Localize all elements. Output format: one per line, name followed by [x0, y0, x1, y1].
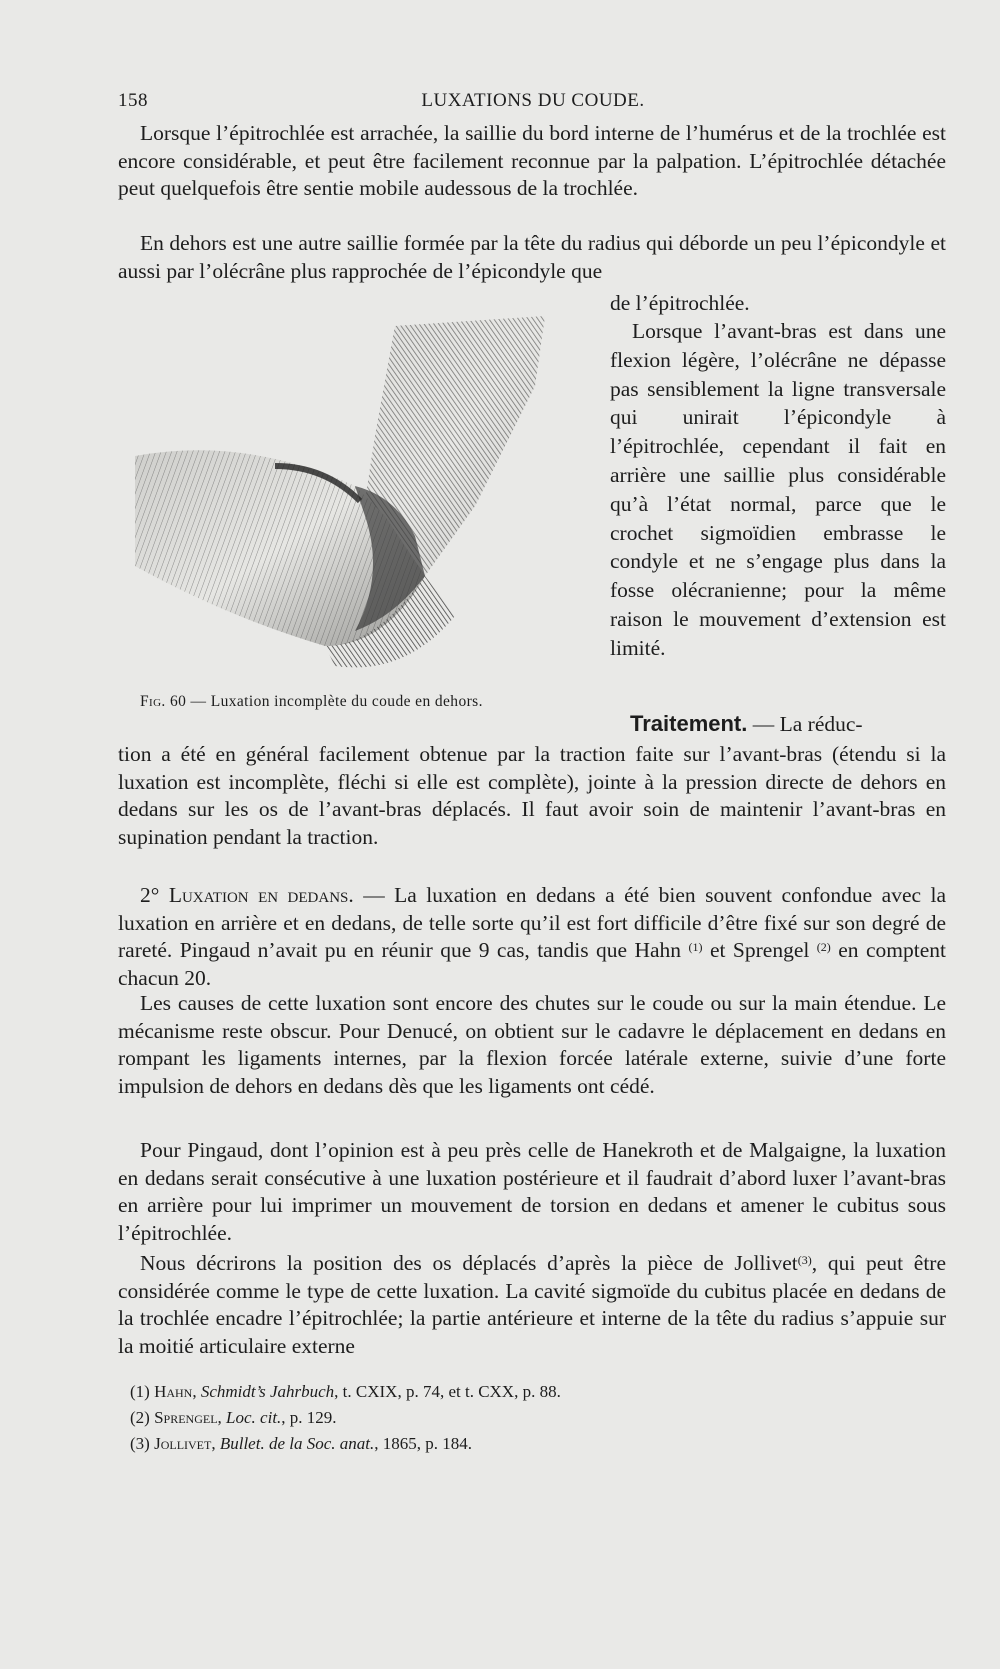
footnote-work: Schmidt’s Jahrbuch [200, 1382, 335, 1401]
figure-caption [140, 693, 610, 711]
paragraph-text: — La luxation en dedans a été bien souvent confondue avec la luxation en arrière et en dedans, de telle sorte qu’il est fort difficile d’être fixé sur son degré de rareté. Pingaud n’avait pu en réunir que 9 cas, tandis que Hahn [118, 883, 947, 963]
paragraph-flexion: Lorsque l’avant-bras est dans une flexion légère, l’olécrâne ne dépasse pas sensiblement la ligne transversale qui unirait l’épicondyle à l’épitrochlée, cependant il fait en arrière une saillie plus considérable qu’à l’état normal, parce que le crochet sigmoïdien embrasse le condyle et ne s’engage plus dans la fosse olécranienne; pour la même raison le mouvement d’extension est limité. [610, 319, 946, 660]
paragraph-traitement: tion a été en général facilement obtenue par la traction faite sur l’avant-bras (étendu si la luxation est incomplète, fléchi si elle est complète), jointe à la pression directe de dehors en dedans sur les os de l’avant-bras déplacés. Il faut avoir soin de maintenir l’avant-bras en supination pendant la traction. [118, 742, 946, 849]
section-number: 2° [140, 883, 160, 907]
footnote-work: Bullet. de la Soc. anat. [219, 1434, 375, 1453]
elbow-illustration [125, 316, 565, 680]
footnote-ref-2: (2) [816, 940, 831, 955]
footnote-author: Hahn [154, 1382, 193, 1401]
paragraph-text: en comptent chacun 20. [118, 938, 946, 990]
footnote-author: Jollivet [154, 1434, 212, 1453]
paragraph-luxation-en-dedans [118, 882, 946, 992]
figure-label: Fig. 60 [140, 693, 187, 710]
paragraph-pingaud: Pour Pingaud, dont l’opinion est à peu près celle de Hanekroth et de Malgaigne, la luxation en dedans serait consécutive à une luxation postérieure et il faudrait d’abord luxer l’avant-bras en arrière pour lui imprimer un mouvement de torsion en dedans et amener le cubitus sous l’épitrochlée. [118, 1138, 946, 1245]
footnote-author: Sprengel [154, 1408, 218, 1427]
footnote-mark: (2) [130, 1408, 150, 1427]
paragraph-en-dehors: En dehors est une autre saillie formée par la tête du radius qui déborde un peu l’épicondyle et aussi par l’olécrâne plus rapprochée de l’épicondyle que [118, 231, 946, 283]
traitement-first-line [630, 710, 946, 739]
footnote-rest: , t. CXIX, p. 74, et t. CXX, p. 88. [334, 1382, 561, 1401]
traitement-heading: Traitement. [630, 711, 748, 736]
footnote-mark: (3) [130, 1434, 150, 1453]
footnote-ref-3: (3) [797, 1253, 812, 1267]
paragraph-jollivet [118, 1250, 946, 1360]
section-title: Luxation en dedans. [168, 883, 354, 907]
figure-caption-text: — Luxation incomplète du coude en dehors. [186, 693, 483, 710]
footnote-rest: , 1865, p. 184. [374, 1434, 472, 1453]
footnote-work: Loc. cit. [226, 1408, 282, 1427]
paragraph-text: Nous décrirons la position des os déplacés d’après la pièce de Jollivet [140, 1251, 798, 1275]
footnote-rest: , p. 129. [281, 1408, 337, 1427]
footnote-mark: (1) [130, 1382, 150, 1401]
paragraph-text: , qui peut être considérée comme le type de cette luxation. La cavité sigmoïde du cubitus placée en dedans de la trochlée encadre l’épitrochlée; la partie antérieure et interne de la tête du radius s’appuie sur la moitié articulaire externe [118, 1251, 947, 1358]
footnote-1: (1) Hahn, Schmidt’s Jahrbuch, t. CXIX, p. 74, et t. CXX, p. 88. [130, 1382, 561, 1401]
figure-elbow-engraving [125, 316, 565, 680]
running-title: LUXATIONS DU COUDE. [421, 90, 645, 111]
footnote-ref-1: (1) [688, 940, 703, 955]
footnote-3: (3) Jollivet, Bullet. de la Soc. anat., 1865, p. 184. [130, 1434, 472, 1453]
page-number: 158 [118, 90, 148, 111]
footnote-2: (2) Sprengel, Loc. cit., p. 129. [130, 1408, 337, 1427]
paragraph-text: et Sprengel [702, 938, 817, 963]
paragraph-causes: Les causes de cette luxation sont encore des chutes sur le coude ou sur la main étendue. Le mécanisme reste obscur. Pour Denucé, on obtient sur le cadavre le déplacement en dedans en rompant les ligaments internes, par la flexion forcée latérale externe, suivie d’une forte impulsion de dehors en dedans dès que les ligaments ont cédé. [118, 991, 946, 1098]
paragraph-epitrochlee: Lorsque l’épitrochlée est arrachée, la saillie du bord interne de l’humérus et de la trochlée est encore considérable, et peut être facilement reconnue par la palpation. L’épitrochlée détachée peut quelquefois être sentie mobile audessous de la trochlée. [118, 121, 946, 201]
paragraph-en-dehors-continued: de l’épitrochlée. [610, 291, 750, 315]
traitement-start: — La réduc- [747, 712, 863, 736]
